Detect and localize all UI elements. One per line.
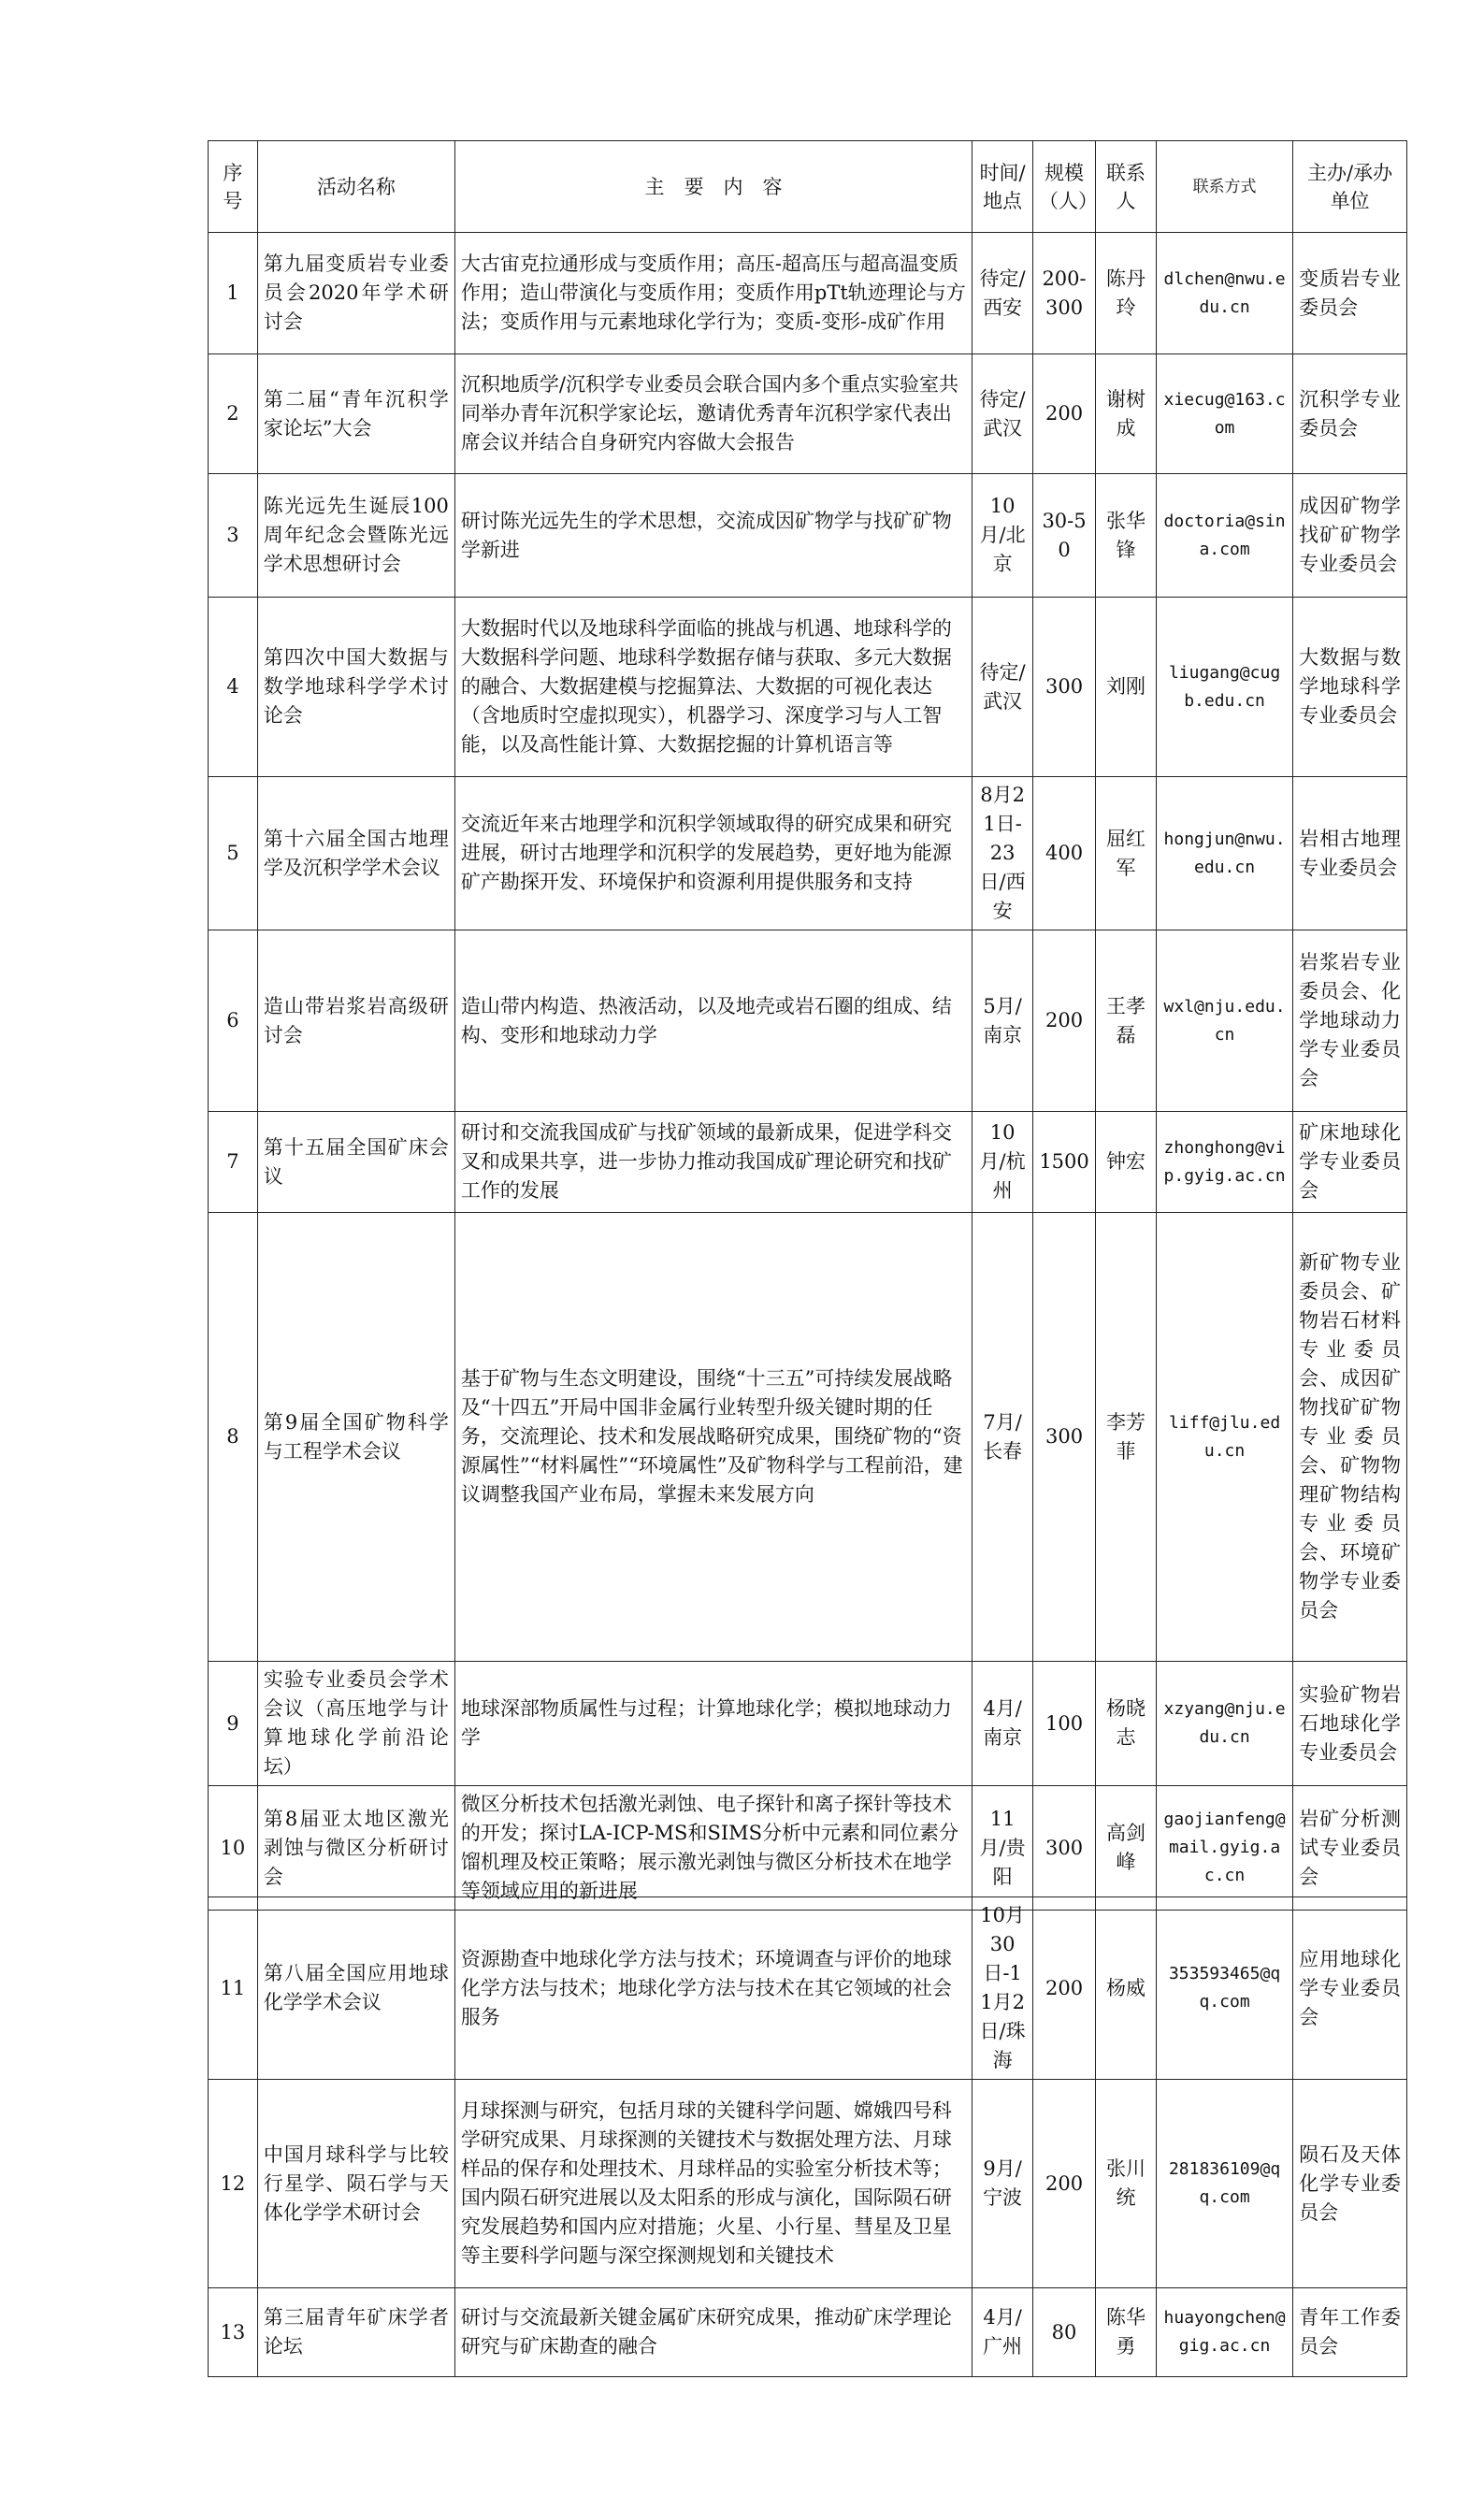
time-place: 5月/南京 [973,930,1033,1112]
col-header-contact: 联系人 [1096,141,1157,233]
activity-content: 交流近年来古地理学和沉积学领域取得的研究成果和研究进展，研讨古地理学和沉积学的发展趋势，更好地为能源矿产勘探开发、环境保护和资源利用提供服务和支持 [454,777,972,930]
activity-content: 大数据时代以及地球科学面临的挑战与机遇、地球科学的大数据科学问题、地球科学数据存储与获取、多元大数据的融合、大数据建模与挖掘算法、大数据的可视化表达（含地质时空虚拟现实），机器学习、深度学习与人工智能，以及高性能计算、大数据挖掘的计算机语言等 [454,598,972,777]
activity-name: 陈光远先生诞辰100周年纪念会暨陈光远学术思想研讨会 [257,474,454,598]
scale: 100 [1033,1662,1096,1786]
activity-content: 研讨与交流最新关键金属矿床研究成果，推动矿床学理论研究与矿床勘查的融合 [454,2288,972,2377]
activity-name: 中国月球科学与比较行星学、陨石学与天体化学学术研讨会 [257,2080,454,2288]
scale: 200 [1033,2080,1096,2288]
contact-email: xiecug@163.com [1156,354,1292,474]
table-body-part2 [209,1897,1407,2377]
table-row [209,598,1407,777]
contact-email: huayongchen@gig.ac.cn [1156,2288,1292,2377]
scale: 30-50 [1033,474,1096,598]
organizer: 应用地球化学专业委员会 [1293,1897,1407,2080]
contact-email: 281836109@qq.com [1156,2080,1292,2288]
activity-content: 微区分析技术包括激光剥蚀、电子探针和离子探针等技术的开发；探讨LA-ICP-MS和SIMS分析中元素和同位素分馏机理及校正策略；展示激光剥蚀与微区分析技术在地学等领域应用的新进展 [454,1786,972,1911]
organizer: 大数据与数学地球科学专业委员会 [1293,598,1407,777]
contact-person: 王孝磊 [1096,930,1157,1112]
contact-person: 屈红军 [1096,777,1157,930]
table-row [209,2080,1407,2288]
contact-email: hongjun@nwu.edu.cn [1156,777,1292,930]
organizer: 变质岩专业委员会 [1293,233,1407,354]
activity-name: 第十五届全国矿床会议 [257,1112,454,1213]
col-header-time-place: 时间/地点 [973,141,1033,233]
scale: 300 [1033,598,1096,777]
contact-person: 谢树成 [1096,354,1157,474]
contact-person: 张华锋 [1096,474,1157,598]
activities-table-part1 [208,140,1407,1911]
organizer: 岩相古地理专业委员会 [1293,777,1407,930]
time-place: 7月/长春 [973,1213,1033,1662]
scale: 1500 [1033,1112,1096,1213]
contact-email: wxl@nju.edu.cn [1156,930,1292,1112]
contact-person: 刘刚 [1096,598,1157,777]
time-place: 10月30日-11月2日/珠海 [973,1897,1033,2080]
activity-content: 地球深部物质属性与过程；计算地球化学；模拟地球动力学 [454,1662,972,1786]
activity-content: 造山带内构造、热液活动，以及地壳或岩石圈的组成、结构、变形和地球动力学 [454,930,972,1112]
row-no: 10 [209,1786,258,1911]
scale: 80 [1033,2288,1096,2377]
table-row [209,1786,1407,1911]
table-body-part1 [209,233,1407,1911]
contact-email: zhonghong@vip.gyig.ac.cn [1156,1112,1292,1213]
col-header-scale: 规模（人） [1033,141,1096,233]
row-no: 11 [209,1897,258,2080]
organizer: 矿床地球化学专业委员会 [1293,1112,1407,1213]
contact-person: 陈丹玲 [1096,233,1157,354]
activity-name: 第8届亚太地区激光剥蚀与微区分析研讨会 [257,1786,454,1911]
organizer: 岩浆岩专业委员会、化学地球动力学专业委员会 [1293,930,1407,1112]
contact-person: 陈华勇 [1096,2288,1157,2377]
time-place: 4月/南京 [973,1662,1033,1786]
time-place: 待定/武汉 [973,598,1033,777]
table-row [209,1112,1407,1213]
contact-person: 钟宏 [1096,1112,1157,1213]
contact-person: 李芳菲 [1096,1213,1157,1662]
organizer: 岩矿分析测试专业委员会 [1293,1786,1407,1911]
time-place: 8月21日-23日/西安 [973,777,1033,930]
organizer: 实验矿物岩石地球化学专业委员会 [1293,1662,1407,1786]
activity-content: 基于矿物与生态文明建设，围绕“十三五”可持续发展战略及“十四五”开局中国非金属行业转型升级关键时期的任务，交流理论、技术和发展战略研究成果，围绕矿物的“资源属性”“材料属性”“环境属性”及矿物科学与工程前沿，建议调整我国产业布局，掌握未来发展方向 [454,1213,972,1662]
time-place: 4月/广州 [973,2288,1033,2377]
table-row [209,777,1407,930]
time-place: 10月/北京 [973,474,1033,598]
row-no: 7 [209,1112,258,1213]
row-no: 9 [209,1662,258,1786]
activity-name: 第9届全国矿物科学与工程学术会议 [257,1213,454,1662]
activity-name: 第三届青年矿床学者论坛 [257,2288,454,2377]
row-no: 5 [209,777,258,930]
col-header-contact-info: 联系方式 [1156,141,1292,233]
row-no: 2 [209,354,258,474]
activity-name: 第二届“青年沉积学家论坛”大会 [257,354,454,474]
col-header-no: 序号 [209,141,258,233]
contact-email: liff@jlu.edu.cn [1156,1213,1292,1662]
scale: 300 [1033,1786,1096,1911]
activity-content: 研讨陈光远先生的学术思想，交流成因矿物学与找矿矿物学新进 [454,474,972,598]
scale: 300 [1033,1213,1096,1662]
table-row [209,930,1407,1112]
col-header-content: 主 要 内 容 [454,141,972,233]
col-header-organizer: 主办/承办单位 [1293,141,1407,233]
contact-person: 张川统 [1096,2080,1157,2288]
contact-email: doctoria@sina.com [1156,474,1292,598]
row-no: 6 [209,930,258,1112]
table-row [209,1662,1407,1786]
contact-email: liugang@cugb.edu.cn [1156,598,1292,777]
organizer: 沉积学专业委员会 [1293,354,1407,474]
col-header-name: 活动名称 [257,141,454,233]
table-row [209,474,1407,598]
row-no: 3 [209,474,258,598]
row-no: 4 [209,598,258,777]
time-place: 9月/宁波 [973,2080,1033,2288]
table-row [209,1897,1407,2080]
row-no: 1 [209,233,258,354]
activity-content: 研讨和交流我国成矿与找矿领域的最新成果，促进学科交叉和成果共享，进一步协力推动我国成矿理论研究和找矿工作的发展 [454,1112,972,1213]
row-no: 12 [209,2080,258,2288]
organizer: 陨石及天体化学专业委员会 [1293,2080,1407,2288]
row-no: 8 [209,1213,258,1662]
organizer: 新矿物专业委员会、矿物岩石材料专业委员会、成因矿物找矿矿物专业委员会、矿物物理矿物结构专业委员会、环境矿物学专业委员会 [1293,1213,1407,1662]
activity-name: 第九届变质岩专业委员会2020年学术研讨会 [257,233,454,354]
table-row [209,2288,1407,2377]
time-place: 待定/西安 [973,233,1033,354]
time-place: 待定/武汉 [973,354,1033,474]
contact-email: xzyang@nju.edu.cn [1156,1662,1292,1786]
table-row [209,354,1407,474]
time-place: 11月/贵阳 [973,1786,1033,1911]
contact-person: 杨威 [1096,1897,1157,2080]
activity-name: 第八届全国应用地球化学学术会议 [257,1897,454,2080]
scale: 200 [1033,1897,1096,2080]
activity-content: 资源勘查中地球化学方法与技术；环境调查与评价的地球化学方法与技术；地球化学方法与技术在其它领域的社会服务 [454,1897,972,2080]
activities-table-part2 [208,1896,1407,2377]
scale: 400 [1033,777,1096,930]
contact-person: 高剑峰 [1096,1786,1157,1911]
contact-email: dlchen@nwu.edu.cn [1156,233,1292,354]
activity-content: 沉积地质学/沉积学专业委员会联合国内多个重点实验室共同举办青年沉积学家论坛，邀请优秀青年沉积学家代表出席会议并结合自身研究内容做大会报告 [454,354,972,474]
activity-name: 实验专业委员会学术会议（高压地学与计算地球化学前沿论坛） [257,1662,454,1786]
contact-person: 杨晓志 [1096,1662,1157,1786]
organizer: 青年工作委员会 [1293,2288,1407,2377]
table-header-row [209,141,1407,233]
row-no: 13 [209,2288,258,2377]
organizer: 成因矿物学找矿矿物学专业委员会 [1293,474,1407,598]
contact-email: 353593465@qq.com [1156,1897,1292,2080]
table-row [209,233,1407,354]
activity-name: 造山带岩浆岩高级研讨会 [257,930,454,1112]
scale: 200 [1033,930,1096,1112]
activity-name: 第四次中国大数据与数学地球科学学术讨论会 [257,598,454,777]
table-row [209,1213,1407,1662]
scale: 200-300 [1033,233,1096,354]
time-place: 10月/杭州 [973,1112,1033,1213]
scale: 200 [1033,354,1096,474]
activity-name: 第十六届全国古地理学及沉积学学术会议 [257,777,454,930]
contact-email: gaojianfeng@mail.gyig.ac.cn [1156,1786,1292,1911]
activity-content: 大古宙克拉通形成与变质作用；高压-超高压与超高温变质作用；造山带演化与变质作用；变质作用pTt轨迹理论与方法；变质作用与元素地球化学行为；变质-变形-成矿作用 [454,233,972,354]
activity-content: 月球探测与研究，包括月球的关键科学问题、嫦娥四号科学研究成果、月球探测的关键技术与数据处理方法、月球样品的保存和处理技术、月球样品的实验室分析技术等；国内陨石研究进展以及太阳系的形成与演化，国际陨石研究发展趋势和国内应对措施；火星、小行星、彗星及卫星等主要科学问题与深空探测规划和关键技术 [454,2080,972,2288]
